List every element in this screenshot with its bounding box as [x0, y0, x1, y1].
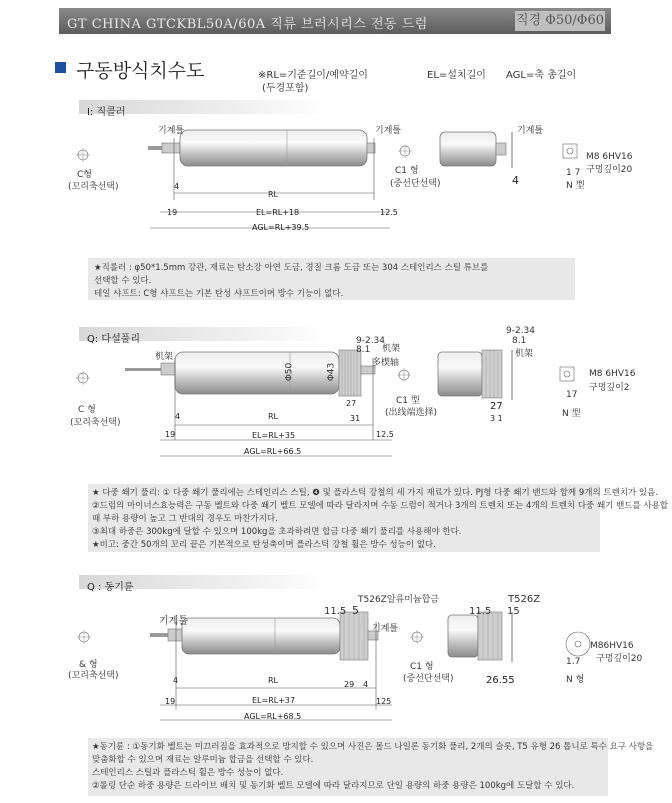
sec2-dim-27: 27	[346, 399, 357, 408]
sec1-m8: M8 6HV16	[586, 152, 633, 162]
sec2-dim-27b: 27	[490, 401, 503, 412]
sec3-dim-2655: 26.55	[486, 675, 515, 686]
sec3-dim-115b: 11.5	[469, 606, 492, 617]
sec3-m8: M86HV16	[590, 641, 634, 651]
sec3-tail-select: (꼬리축선택)	[68, 671, 119, 681]
sec1-n-type: N 型	[566, 181, 585, 191]
sec2-c1-type: C1 型	[396, 396, 420, 406]
sec1-mount-depth: 구멍깊이20	[586, 165, 633, 175]
sec3-desc-line: 스테인리스 스틸과 플라스틱 휠은 방수 성능이 없다.	[92, 768, 284, 778]
sec1-frame-right: 기계틀	[375, 126, 402, 136]
sec2-frame-right2: 机架	[515, 349, 534, 359]
sec3-dim-19: 19	[165, 697, 176, 706]
sec1-dim-4: 4	[174, 182, 180, 191]
sec2-phi50: Φ50	[284, 362, 295, 382]
sec3-desc-line: ②롤링 단순 하중 용량은 드라이브 배치 및 동기화 벨트 모델에 따라 달라지므로 단일 용량의 하중 용량은 100kg에 도달할 수 있다.	[92, 781, 575, 791]
sec3-dim-115: 11.5	[324, 606, 347, 617]
sec1-label: I: 직콜러	[87, 107, 126, 118]
sec2-frame-right: 机架	[382, 344, 401, 354]
sec1-c-type: C형	[77, 170, 92, 180]
sec3-dim-rl: RL	[268, 676, 279, 685]
sec2-dim-81b: 8.1	[512, 336, 527, 346]
sec2-desc-line: ★비고: 중간 50개의 꼬리 끝은 기본적으로 탄성축이며 플라스틱 강철 휠은 방수 성능이 없다.	[92, 540, 436, 550]
sec1-dim-rl: RL	[268, 190, 279, 199]
sec3-dim-29: 29	[344, 680, 355, 689]
sec2-pulley: 多楔轴	[372, 358, 400, 368]
header-title: GT CHINA GTCKBL50A/60A 직류 브러시리스 전동 드럼	[67, 17, 428, 32]
sec1-desc-line: 선택할 수 있다.	[94, 276, 152, 286]
sec3-desc-line: 맞춤화할 수 있으며 재료는 알루미늄 합금을 선택할 수 있다.	[92, 755, 314, 765]
sec3-dim-4: 4	[173, 676, 179, 685]
sec3-t526b: T526Z	[508, 594, 541, 605]
sec2-m8: M8 6HV16	[589, 369, 636, 379]
sec2-desc-line: ★ 다중 쐐기 풀리: ① 다중 쐐기 풀리에는 스테인리스 스틸, ❹ 및 플라스틱 강철의 세 가지 재료가 있다. PJ형 다중 쐐기 밴드와 함께 9개의 트렌치가 있음.	[92, 488, 659, 498]
diameter-badge: 직경 Φ50/Φ60	[515, 11, 605, 31]
sec3-mid-select: (중선단선택)	[403, 674, 454, 684]
sec3-frame-left: 기계틀	[159, 616, 188, 627]
sec2-label: Q: 다설풀리	[87, 334, 141, 345]
sec3-frame-right: 기계틀	[372, 624, 399, 634]
sec2-dim-31: 31	[350, 414, 361, 423]
sec2-c1-sub: (出线端选择)	[385, 408, 438, 418]
sec1-tail-select: (꼬리축선택)	[68, 182, 119, 192]
legend-rl-sub: (두경포함)	[262, 83, 309, 94]
sec2-dim-agl: AGL=RL+66.5	[244, 447, 302, 456]
sec1-desc-line: 테일 샤프트: C형 샤프트는 기본 탄성 샤프트이며 방수 기능이 없다.	[94, 289, 344, 299]
sec2-desc-line: ②드럼의 마이너스효능력은 구동 벨트와 다중 쐐기 벨트 모델에 따라 달라지며 수동 드럼이 적거나 3개의 트렌치 또는 4개의 트렌치 다중 쐐기 밴드를 사용할	[92, 501, 669, 511]
sec3-n-type: N 형	[566, 675, 585, 685]
sec1-frame-far: 기계틀	[517, 126, 544, 136]
sec1-dim-agl: AGL=RL+39.5	[252, 223, 310, 232]
sec2-dim-81: 8.1	[356, 345, 371, 355]
sec2-frame-left: 机架	[155, 352, 174, 362]
sec1-dim-4b: 4	[512, 174, 519, 187]
sec3-c1-type: C1 형	[410, 662, 434, 672]
sec3-c-type: & 형	[79, 660, 98, 670]
sec1-dim-el: EL=RL+18	[256, 208, 300, 217]
sec2-n-type: N 型	[562, 409, 581, 419]
sec1-frame-left: 기계틀	[158, 126, 185, 136]
sec2-dim-9234: 9-2.34	[356, 336, 386, 346]
sec3-mount-depth: 구멍깊이20	[596, 654, 643, 664]
sec2-dim-19: 19	[165, 430, 176, 439]
sec2-dim-el: EL=RL+35	[252, 431, 296, 440]
sec2-desc-line: ③최대 하중은 300kg에 달할 수 있으며 100kg을 초과하려면 합금 다중 쐐기 풀리를 사용해야 한다.	[92, 527, 462, 537]
sec3-dim-5: 5	[352, 604, 359, 617]
sec3-label: Q : 동기륜	[87, 582, 134, 593]
sec3-dim-17: 1.7	[566, 657, 581, 667]
sec2-mount-depth: 구멍깊이2	[589, 383, 630, 393]
legend-rl: ※RL=기준길이/예약길이	[258, 70, 368, 81]
sec3-dim-125: 125	[376, 697, 392, 706]
sec2-dim-125: 12.5	[376, 430, 394, 439]
sec1-desc-line: ★직롤러 : φ50*1.5mm 강관, 재료는 탄소강 아연 도금, 경질 크롬 도금 또는 304 스테인리스 스틸 튜브를	[94, 263, 489, 273]
sec2-desc-line: 때 부하 용량이 높고 그 반대의 경우도 마찬가지다.	[92, 514, 278, 524]
sec3-description	[88, 738, 654, 796]
sec1-mid-select: (중선단선택)	[390, 179, 441, 189]
sec1-dim-17: 1 7	[566, 168, 581, 178]
sec3-desc-line: ★동기륜 : ①동기화 벨트는 미끄러짐을 효과적으로 방지할 수 있으며 사진은 몰드 나일론 동기화 풀리, 2개의 슬롯, T5 유형 26 톱니로 특수 요구 사항을	[92, 742, 654, 752]
sec2-dim-rl: RL	[268, 412, 279, 421]
sec2-dim-31b: 3 1	[490, 414, 503, 423]
sec3-t526: T526Z알류미늄합금	[358, 595, 440, 605]
sec1-dim-19: 19	[167, 208, 178, 217]
sec2-tail-select: (꼬리축선택)	[70, 418, 121, 428]
sec3-dim-el: EL=RL+37	[252, 696, 296, 705]
sec3-dim-agl: AGL=RL+68.5	[244, 712, 302, 721]
sec3-dim-15: 15	[507, 606, 520, 617]
sec2-dim-9234b: 9-2.34	[506, 326, 536, 336]
sec3-dim-4b: 4	[363, 680, 369, 689]
legend-el: EL=설치길이	[427, 70, 486, 81]
sec2-c-type: C 형	[78, 405, 96, 415]
sec2-dim-4: 4	[175, 412, 181, 421]
sec1-dim-125: 12.5	[380, 208, 398, 217]
sec2-dim-17: 17	[566, 390, 578, 400]
legend-agl: AGL=축 총길이	[506, 70, 577, 81]
section-title: 구동방식치수도	[76, 60, 205, 82]
sec1-c1-type: C1 형	[395, 166, 419, 176]
sec2-phi43: Φ43	[326, 362, 337, 382]
